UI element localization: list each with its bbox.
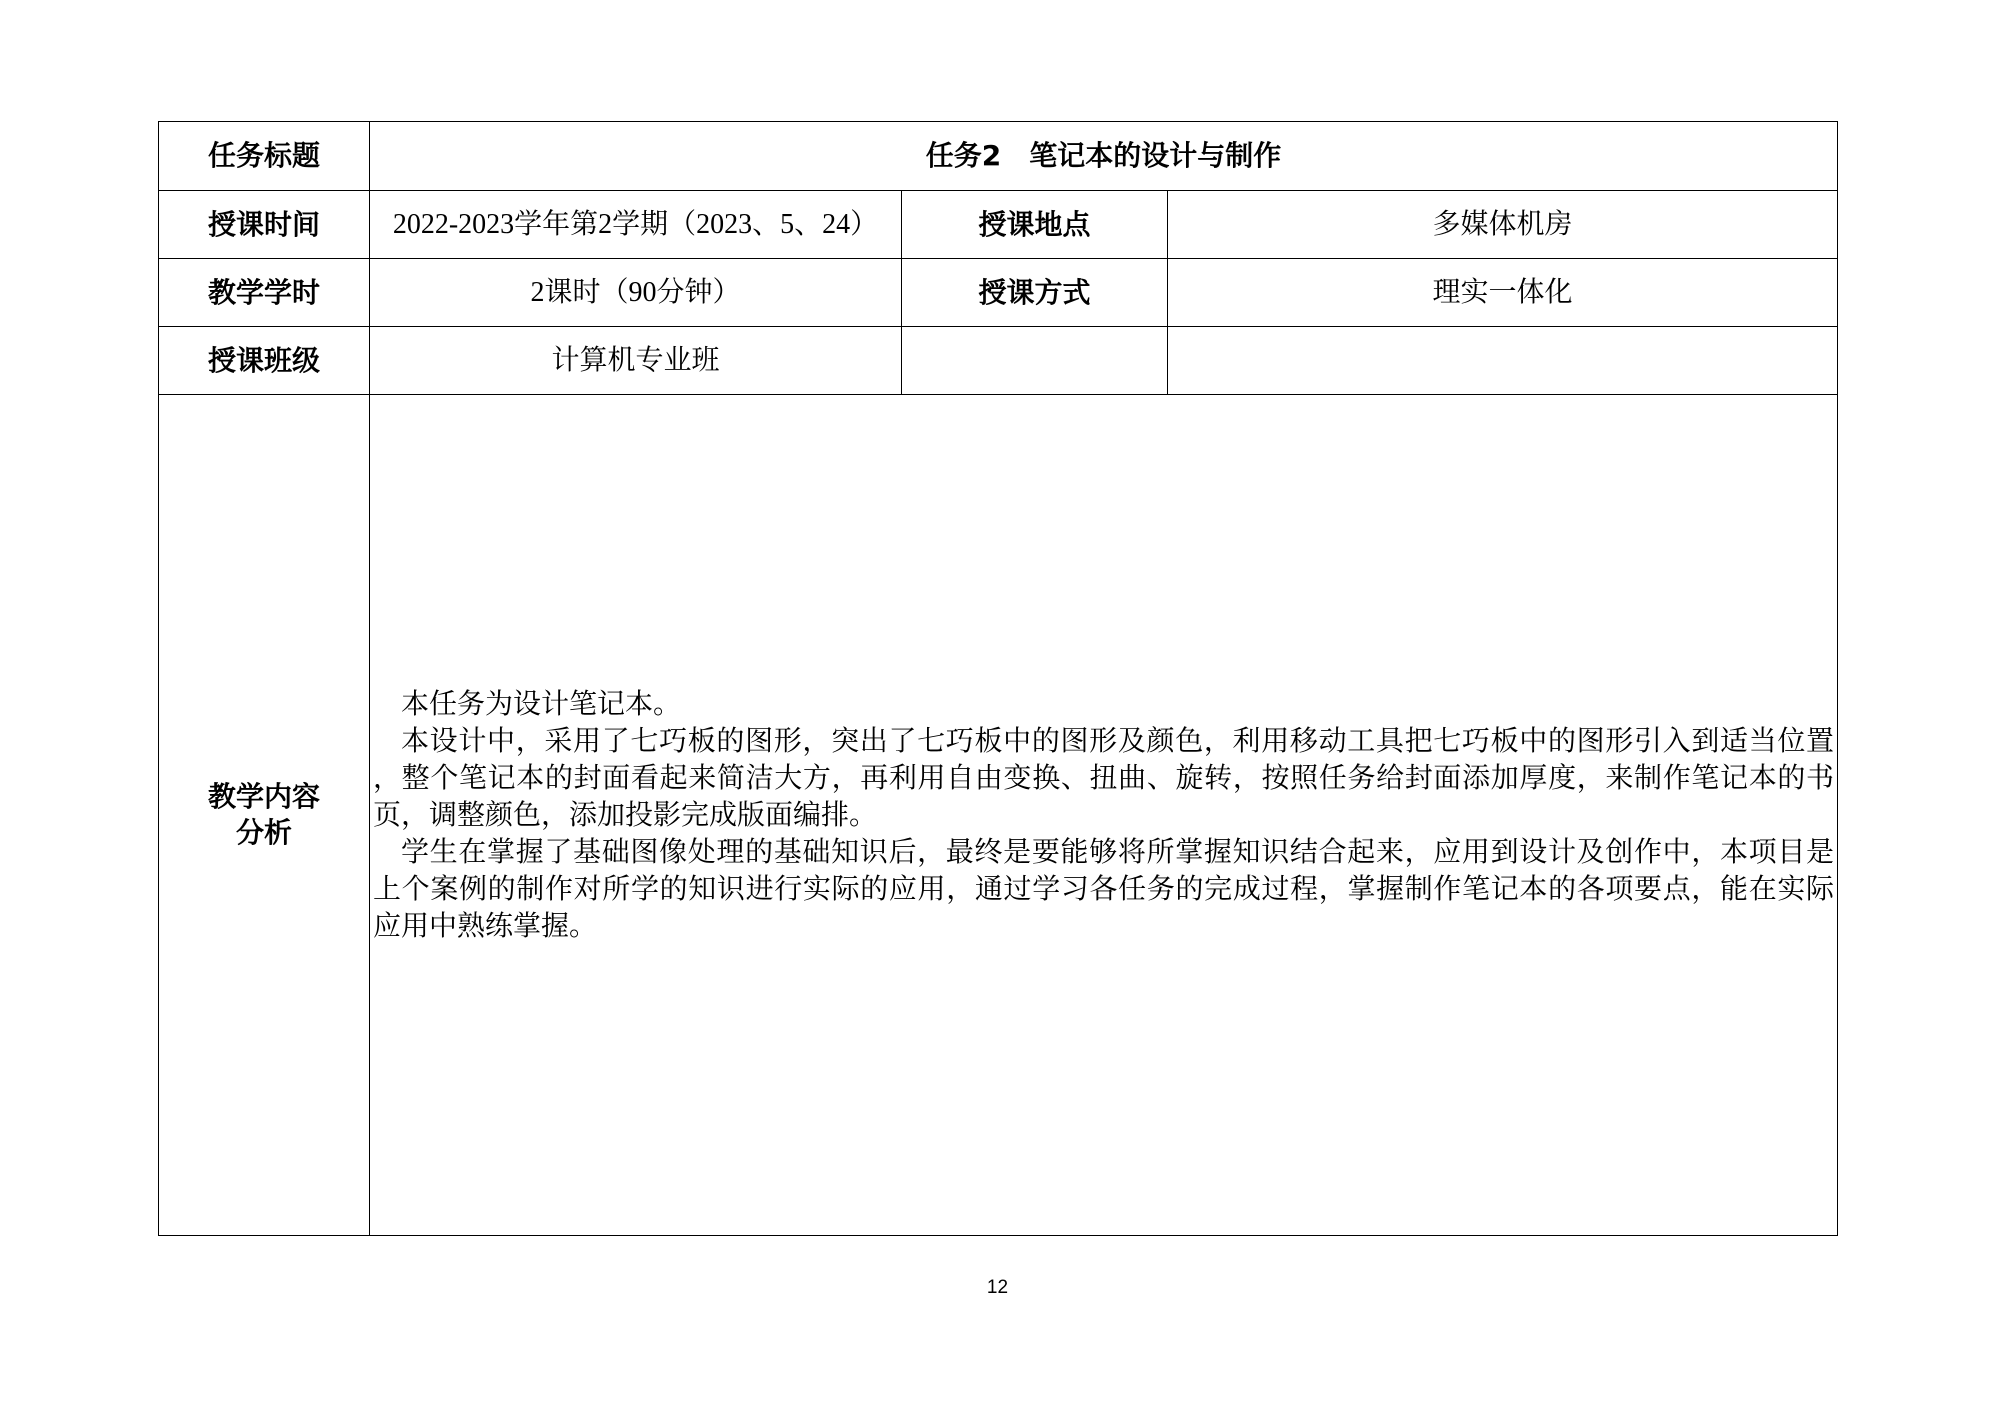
teaching-mode-value: 理实一体化 (1168, 259, 1838, 327)
empty-cell (1168, 327, 1838, 395)
lesson-plan-table (158, 121, 1838, 1236)
teaching-hours-row (159, 259, 1838, 327)
content-analysis-label (159, 395, 370, 1236)
teaching-time-row (159, 191, 1838, 259)
teaching-time-label: 授课时间 (159, 191, 370, 259)
content-line: ，整个笔记本的封面看起来简洁大方，再利用自由变换、扭曲、旋转，按照任务给封面添加厚度，来制作笔记本的书 (373, 762, 1835, 794)
class-row (159, 327, 1838, 395)
teaching-hours-value: 2课时（90分钟） (370, 259, 902, 327)
teaching-mode-label: 授课方式 (902, 259, 1168, 327)
task-title-label: 任务标题 (159, 122, 370, 191)
content-line: 页，调整颜色，添加投影完成版面编排。 (373, 799, 878, 831)
content-analysis-label-line: 分析 (235, 816, 292, 849)
page-number: 12 (986, 1277, 1009, 1298)
teaching-location-value: 多媒体机房 (1168, 191, 1838, 259)
content-analysis-row (159, 395, 1838, 1236)
teaching-location-label: 授课地点 (902, 191, 1168, 259)
content-line: 上个案例的制作对所学的知识进行实际的应用，通过学习各任务的完成过程，掌握制作笔记本的各项要点，能在实际 (373, 873, 1835, 905)
content-line: 本任务为设计笔记本。 (401, 688, 682, 720)
class-value: 计算机专业班 (370, 327, 902, 395)
teaching-time-value: 2022-2023学年第2学期（2023、5、24） (370, 191, 902, 259)
content-line: 本设计中，采用了七巧板的图形，突出了七巧板中的图形及颜色，利用移动工具把七巧板中的图形引入到适当位置 (401, 725, 1835, 757)
task-title: 任务2 笔记本的设计与制作 (370, 122, 1838, 191)
content-analysis-label-line: 教学内容 (207, 780, 320, 813)
content-analysis-text (370, 395, 1838, 1236)
empty-cell (902, 327, 1168, 395)
content-line: 学生在掌握了基础图像处理的基础知识后，最终是要能够将所掌握知识结合起来，应用到设计及创作中，本项目是 (401, 836, 1835, 868)
content-line: 应用中熟练掌握。 (373, 910, 598, 942)
task-title-row (159, 122, 1838, 191)
class-label: 授课班级 (159, 327, 370, 395)
teaching-hours-label: 教学学时 (159, 259, 370, 327)
